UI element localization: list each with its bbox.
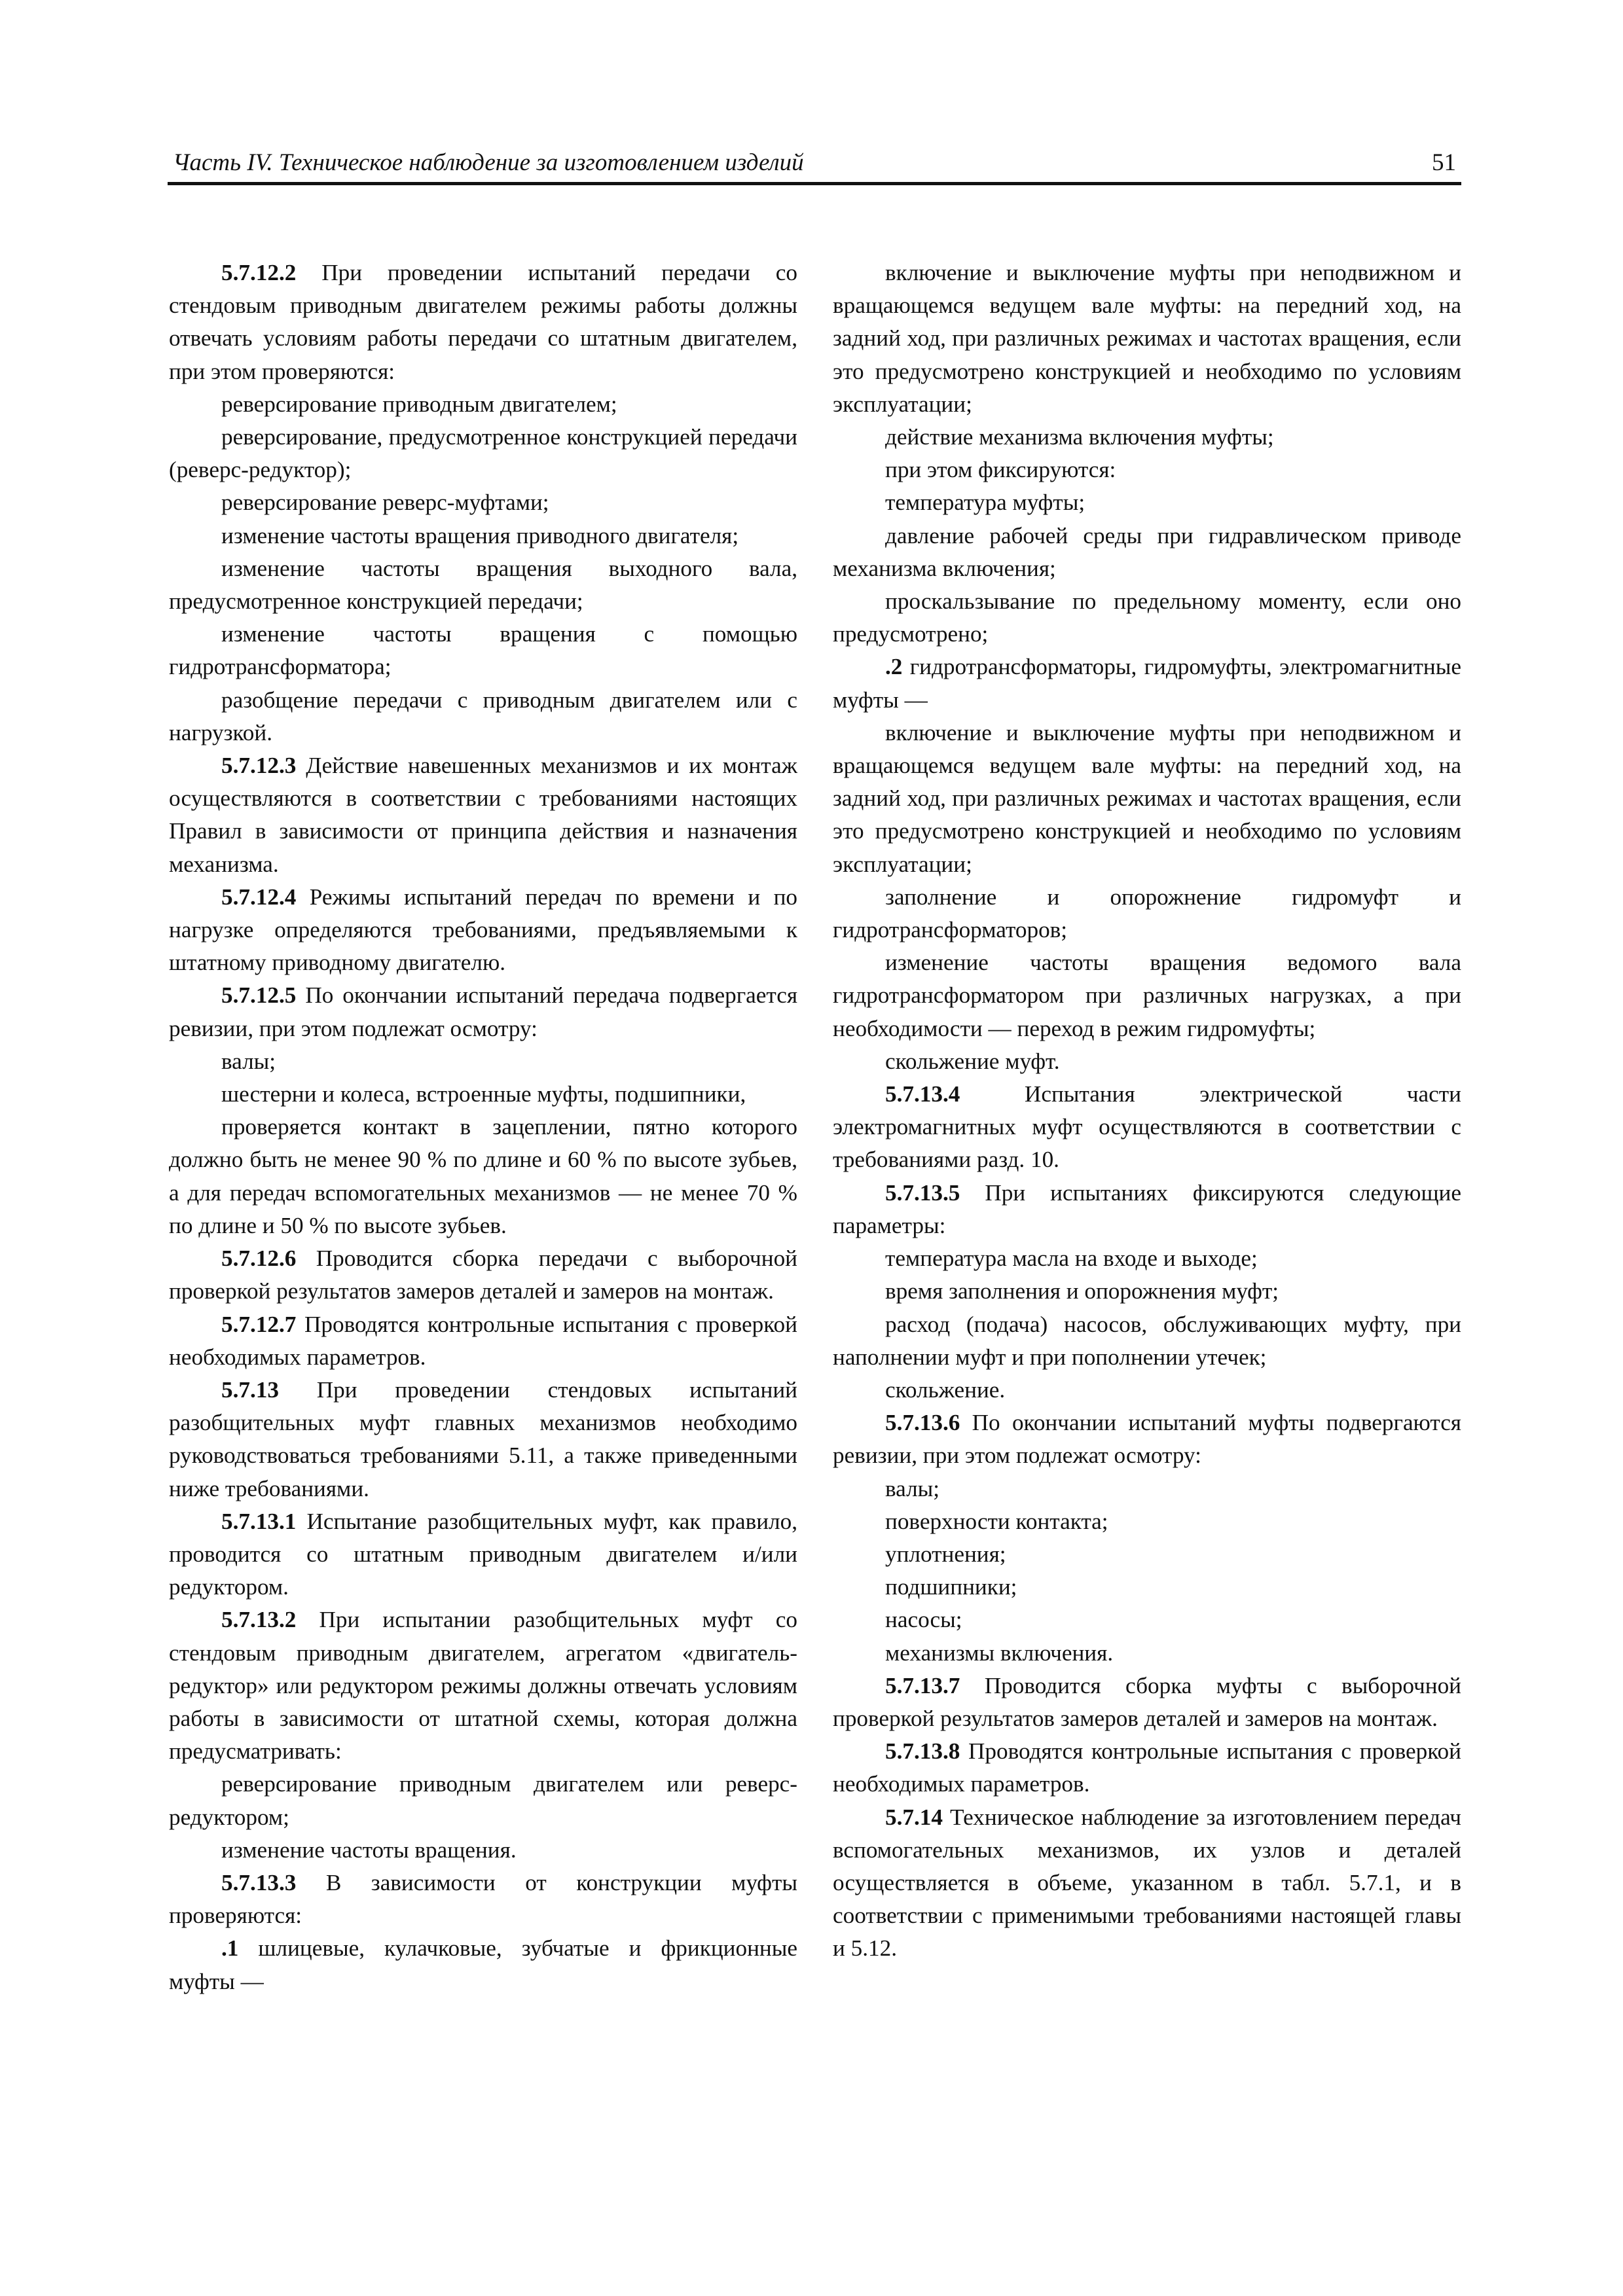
paragraph bbox=[833, 1242, 1461, 1275]
clause-number: 5.7.13.8 bbox=[885, 1738, 960, 1765]
paragraph bbox=[833, 1045, 1461, 1078]
paragraph bbox=[169, 520, 797, 552]
paragraph-text: При испытаниях фиксируются следующие параметры: bbox=[833, 1179, 1461, 1238]
paragraph bbox=[833, 486, 1461, 519]
paragraph-text: реверсирование приводным двигателем или реверс-редуктором; bbox=[169, 1771, 797, 1830]
clause-number: 5.7.12.7 bbox=[221, 1311, 297, 1337]
paragraph-text: При проведении испытаний передачи со стендовым приводным двигателем режимы работы должны отвечать условиям работы передачи со штатным двигателем, при этом проверяются: bbox=[169, 260, 797, 384]
paragraph bbox=[169, 1111, 797, 1242]
paragraph-text: уплотнения; bbox=[885, 1541, 1006, 1567]
paragraph-text: В зависимости от конструкции муфты проверяются: bbox=[169, 1869, 797, 1929]
paragraph-text: Испытания электрической части электромагнитных муфт осуществляются в соответствии с требованиями разд. 10. bbox=[833, 1081, 1461, 1173]
paragraph bbox=[833, 1538, 1461, 1571]
paragraph bbox=[833, 520, 1461, 585]
clause-number: 5.7.14 bbox=[885, 1804, 943, 1830]
paragraph bbox=[833, 946, 1461, 1045]
clause-number: 5.7.13.6 bbox=[885, 1410, 960, 1436]
paragraph bbox=[169, 1604, 797, 1768]
paragraph-text: температура масла на входе и выходе; bbox=[885, 1246, 1258, 1272]
paragraph bbox=[833, 1670, 1461, 1735]
paragraph bbox=[169, 979, 797, 1045]
paragraph-text: действие механизма включения муфты; bbox=[885, 424, 1274, 450]
page-number: 51 bbox=[1432, 149, 1456, 176]
clause-number: 5.7.12.3 bbox=[221, 753, 297, 779]
paragraph bbox=[833, 454, 1461, 486]
paragraph-text: насосы; bbox=[885, 1607, 962, 1633]
paragraph-text: при этом фиксируются: bbox=[885, 457, 1116, 483]
paragraph bbox=[169, 684, 797, 749]
clause-number: 5.7.13.5 bbox=[885, 1179, 960, 1206]
clause-number: 5.7.12.6 bbox=[221, 1246, 297, 1272]
paragraph bbox=[833, 651, 1461, 716]
clause-number: 5.7.13.4 bbox=[885, 1081, 960, 1107]
paragraph bbox=[833, 585, 1461, 651]
clause-number: .1 bbox=[221, 1935, 239, 1962]
paragraph-text: изменение частоты вращения выходного вала, предусмотренное конструкцией передачи; bbox=[169, 555, 797, 615]
paragraph-text: изменение частоты вращения приводного двигателя; bbox=[221, 522, 739, 548]
paragraph bbox=[169, 749, 797, 881]
paragraph-text: валы; bbox=[885, 1475, 940, 1501]
paragraph bbox=[833, 1735, 1461, 1801]
paragraph-text: включение и выключение муфты при неподвижном и вращающемся ведущем вале муфты: на передний ход, на задний ход, при различных режимах и частотах вращения, если это предусмотрено конструкцией и необходимо по условиям эксплуатации; bbox=[833, 719, 1461, 877]
paragraph-text: заполнение и опорожнение гидромуфт и гидротрансформаторов; bbox=[833, 884, 1461, 943]
paragraph bbox=[169, 1308, 797, 1374]
paragraph-text: давление рабочей среды при гидравлическом приводе механизма включения; bbox=[833, 522, 1461, 581]
paragraph-text: скольжение. bbox=[885, 1376, 1006, 1403]
paragraph-text: поверхности контакта; bbox=[885, 1508, 1108, 1534]
paragraph bbox=[169, 1867, 797, 1932]
clause-number: 5.7.13 bbox=[221, 1376, 279, 1403]
paragraph-text: температура муфты; bbox=[885, 490, 1085, 516]
paragraph-text: изменение частоты вращения с помощью гидротрансформатора; bbox=[169, 621, 797, 680]
clause-number: 5.7.12.5 bbox=[221, 982, 297, 1009]
paragraph bbox=[833, 1275, 1461, 1308]
clause-number: 5.7.13.7 bbox=[885, 1672, 960, 1698]
paragraph bbox=[833, 717, 1461, 881]
paragraph-text: включение и выключение муфты при неподвижном и вращающемся ведущем вале муфты: на передний ход, на задний ход, при различных режимах и частотах вращения, если это предусмотрено конструкцией и необходимо по условиям эксплуатации; bbox=[833, 260, 1461, 417]
left-column bbox=[169, 257, 797, 1998]
paragraph-text: проверяется контакт в зацеплении, пятно которого должно быть не менее 90 % по длине и 60 % по высоте зубьев, а для передач вспомогательных механизмов — не менее 70 % по длине и 50 % по высоте зубьев. bbox=[169, 1114, 797, 1238]
paragraph-text: расход (подача) насосов, обслуживающих муфту, при наполнении муфт и при пополнении утечек; bbox=[833, 1311, 1461, 1370]
paragraph-text: Проводятся контрольные испытания с проверкой необходимых параметров. bbox=[833, 1738, 1461, 1797]
clause-number: 5.7.13.1 bbox=[221, 1508, 297, 1534]
paragraph-text: механизмы включения. bbox=[885, 1640, 1114, 1666]
paragraph-text: гидротрансформаторы, гидромуфты, электромагнитные муфты — bbox=[833, 654, 1461, 713]
clause-number: 5.7.13.3 bbox=[221, 1869, 297, 1895]
paragraph-text: При испытании разобщительных муфт со стендовым приводным двигателем, агрегатом «двигатель-редуктор» или редуктором режимы должны отвечать условиям работы в зависимости от штатной схемы, которая должна предусматривать: bbox=[169, 1607, 797, 1765]
paragraph-text: Техническое наблюдение за изготовлением передач вспомогательных механизмов, их узлов и деталей осуществляется в объеме, указанном в табл. 5.7.1, и в соответствии с применимыми требованиями настоящей главы и 5.12. bbox=[833, 1804, 1461, 1962]
paragraph bbox=[833, 1604, 1461, 1636]
paragraph-text: Проводится сборка передачи с выборочной проверкой результатов замеров деталей и замеров на монтаж. bbox=[169, 1246, 797, 1304]
paragraph bbox=[833, 1637, 1461, 1670]
clause-number: 5.7.12.2 bbox=[221, 260, 297, 285]
right-column bbox=[833, 257, 1461, 1965]
paragraph bbox=[169, 1045, 797, 1078]
paragraph-text: Проводится сборка муфты с выборочной проверкой результатов замеров деталей и замеров на монтаж. bbox=[833, 1672, 1461, 1731]
paragraph-text: изменение частоты вращения. bbox=[221, 1837, 517, 1863]
paragraph bbox=[833, 257, 1461, 421]
paragraph bbox=[833, 1374, 1461, 1407]
paragraph-text: По окончании испытаний передача подвергается ревизии, при этом подлежат осмотру: bbox=[169, 982, 797, 1041]
paragraph bbox=[833, 1407, 1461, 1472]
paragraph-text: реверсирование, предусмотренное конструкцией передачи (реверс-редуктор); bbox=[169, 424, 797, 483]
clause-number: .2 bbox=[885, 654, 903, 680]
paragraph bbox=[169, 552, 797, 618]
paragraph bbox=[169, 1078, 797, 1111]
paragraph bbox=[169, 1374, 797, 1505]
paragraph-text: Испытание разобщительных муфт, как правило, проводится со штатным приводным двигателем и/или редуктором. bbox=[169, 1508, 797, 1600]
running-header bbox=[168, 143, 1461, 185]
paragraph-text: валы; bbox=[221, 1048, 276, 1074]
paragraph-text: шлицевые, кулачковые, зубчатые и фрикционные муфты — bbox=[169, 1935, 797, 1994]
paragraph bbox=[833, 881, 1461, 946]
paragraph bbox=[169, 1505, 797, 1604]
paragraph bbox=[169, 1834, 797, 1867]
paragraph bbox=[169, 618, 797, 683]
paragraph-text: По окончании испытаний муфты подвергаются ревизии, при этом подлежат осмотру: bbox=[833, 1410, 1461, 1469]
paragraph-text: реверсирование реверс-муфтами; bbox=[221, 490, 549, 516]
paragraph bbox=[833, 1177, 1461, 1242]
paragraph-text: скольжение муфт. bbox=[885, 1048, 1060, 1074]
paragraph-text: подшипники; bbox=[885, 1574, 1017, 1600]
paragraph bbox=[833, 1473, 1461, 1505]
paragraph bbox=[833, 1571, 1461, 1604]
paragraph-text: шестерни и колеса, встроенные муфты, подшипники, bbox=[221, 1081, 746, 1107]
paragraph bbox=[169, 1768, 797, 1833]
paragraph bbox=[833, 421, 1461, 454]
paragraph-text: При проведении стендовых испытаний разобщительных муфт главных механизмов необходимо руководствоваться требованиями 5.11, а также приведенными ниже требованиями. bbox=[169, 1376, 797, 1501]
paragraph bbox=[833, 1801, 1461, 1965]
paragraph bbox=[169, 881, 797, 980]
paragraph-text: изменение частоты вращения ведомого вала гидротрансформатором при различных нагрузках, а при необходимости — переход в режим гидромуфты; bbox=[833, 950, 1461, 1041]
paragraph bbox=[169, 388, 797, 421]
paragraph-text: проскальзывание по предельному моменту, если оно предусмотрено; bbox=[833, 588, 1461, 647]
paragraph-text: реверсирование приводным двигателем; bbox=[221, 391, 617, 417]
paragraph bbox=[833, 1078, 1461, 1177]
clause-number: 5.7.13.2 bbox=[221, 1607, 297, 1633]
paragraph bbox=[169, 257, 797, 388]
paragraph bbox=[833, 1505, 1461, 1538]
paragraph-text: разобщение передачи с приводным двигателем или с нагрузкой. bbox=[169, 687, 797, 745]
paragraph-text: Проводятся контрольные испытания с проверкой необходимых параметров. bbox=[169, 1311, 797, 1370]
paragraph-text: время заполнения и опорожнения муфт; bbox=[885, 1278, 1279, 1304]
paragraph bbox=[169, 486, 797, 519]
paragraph bbox=[169, 421, 797, 486]
clause-number: 5.7.12.4 bbox=[221, 884, 297, 910]
paragraph bbox=[169, 1932, 797, 1998]
paragraph bbox=[169, 1242, 797, 1308]
header-title: Часть IV. Техническое наблюдение за изготовлением изделий bbox=[173, 149, 804, 176]
paragraph bbox=[833, 1308, 1461, 1374]
paragraph-text: Режимы испытаний передач по времени и по нагрузке определяются требованиями, предъявляемыми к штатному приводному двигателю. bbox=[169, 884, 797, 976]
paragraph-text: Действие навешенных механизмов и их монтаж осуществляются в соответствии с требованиями настоящих Правил в зависимости от принципа действия и назначения механизма. bbox=[169, 753, 797, 877]
